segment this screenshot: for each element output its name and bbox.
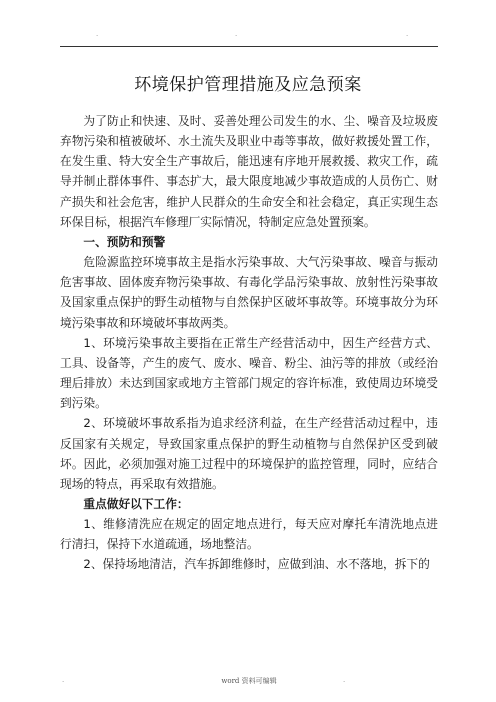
section-heading: 一、预防和预警 <box>83 234 166 249</box>
footer-text: word 资料可编辑 <box>221 677 277 685</box>
footer-dot: . <box>343 676 346 684</box>
paragraph: 1、维修清洗应在规定的固定地点进行，每天应对摩托车清洗地点进行清扫，保持下水道疏通，场地整洁。 <box>60 517 438 552</box>
footer-dot: . <box>62 676 65 684</box>
document-title: 环境保护管理措施及应急预案 <box>134 75 362 95</box>
page-footer <box>60 676 438 690</box>
document-body <box>60 111 438 575</box>
paragraph: 2、保持场地清洁，汽车拆卸维修时，应做到油、水不落地，拆下的 <box>83 557 430 572</box>
paragraph: 为了防止和快速、及时、妥善处理公司发生的水、尘、噪音及垃圾废弃物污染和植被破坏、水土流失及职业中毒等事故，做好救援处置工作，在发生重、特大安全生产事故后，能迅速有序地开展救援、救灾工作，疏导并制止群体事件、事态扩大，最大限度地减少事故造成的人员伤亡、财产损失和社会危害，维护人民群众的生命安全和社会稳定，真正实现生态环保目标，根据汽车修理厂实际情况，特制定应急处置预案。 <box>60 114 438 229</box>
section-heading: 重点做好以下工作： <box>83 496 189 511</box>
paragraph: 危险源监控环境事故主是指水污染事故、大气污染事故、噪音与振动危害事故、固体废弃物污染事故、有毒化学品污染事故、放射性污染事故及国家重点保护的野生动植物与自然保护区破坏事故等。环境事故分为环境污染事故和环境破坏事故两类。 <box>60 255 438 330</box>
header-rule <box>60 46 438 47</box>
header-dot: . <box>235 30 238 38</box>
paragraph: 2、环境破坏事故系指为追求经济利益，在生产经营活动过程中，违反国家有关规定，导致国家重点保护的野生动植物与自然保护区受到破坏。因此，必须加强对施工过程中的环境保护的监控管理，同时，应结合现场的特点，再采取有效措施。 <box>60 416 438 491</box>
header-dot: . <box>96 30 99 38</box>
header-dot: . <box>406 30 409 38</box>
header-dots <box>60 30 438 44</box>
paragraph: 1、环境污染事故主要指在正常生产经营活动中，因生产经营方式、工具、设备等，产生的废气、废水、噪音、粉尘、油污等的排放（或经治理后排放）未达到国家或地方主管部门规定的容许标准，致使周边环境受到污染。 <box>60 335 438 411</box>
